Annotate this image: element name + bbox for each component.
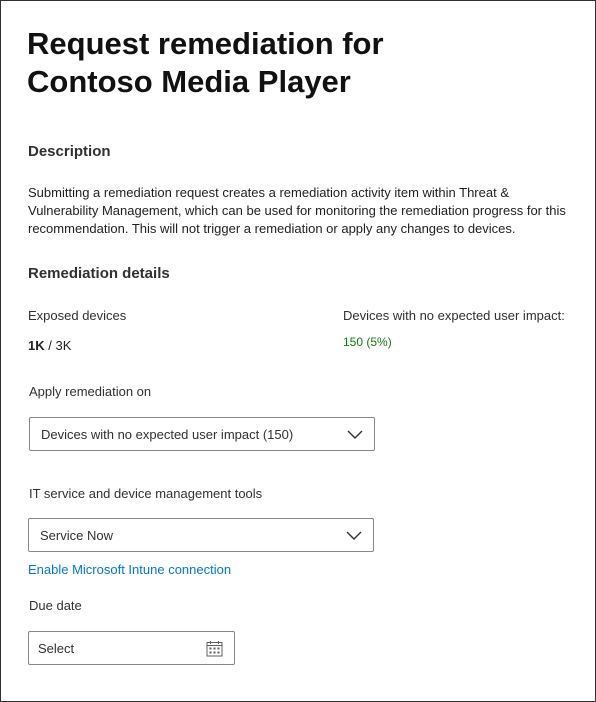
chevron-down-icon	[345, 527, 363, 545]
calendar-icon	[206, 640, 223, 657]
apply-remediation-label: Apply remediation on	[29, 384, 152, 399]
no-impact-devices-value: 150 (5%)	[343, 335, 392, 349]
it-tools-dropdown[interactable]	[28, 518, 374, 552]
exposed-devices-total: 3K	[55, 338, 72, 353]
it-tools-label: IT service and device management tools	[29, 486, 263, 501]
exposed-devices-value	[28, 338, 71, 353]
no-impact-devices-label: Devices with no expected user impact:	[343, 308, 565, 323]
chevron-down-icon	[346, 426, 364, 444]
due-date-picker[interactable]	[28, 631, 235, 665]
enable-intune-link[interactable]: Enable Microsoft Intune connection	[28, 562, 232, 577]
due-date-label: Due date	[29, 598, 82, 613]
it-tools-selected: Service Now	[40, 527, 113, 543]
apply-remediation-selected: Devices with no expected user impact (150)	[41, 426, 294, 442]
apply-remediation-dropdown[interactable]	[29, 417, 375, 451]
description-text: Submitting a remediation request creates a remediation activity item within Threat & Vulnerability Management, which can be used for monitoring the remediation progress for this recommendation. This will not trigger a remediation or apply any changes to devices.	[28, 185, 566, 236]
remediation-details-heading: Remediation details	[28, 265, 170, 282]
exposed-devices-separator: /	[44, 338, 56, 353]
page-title: Request remediation for Contoso Media Player	[27, 26, 384, 99]
due-date-placeholder: Select	[38, 640, 75, 656]
exposed-devices-count: 1K	[28, 338, 45, 353]
exposed-devices-label: Exposed devices	[28, 308, 127, 323]
description-heading: Description	[28, 143, 111, 160]
